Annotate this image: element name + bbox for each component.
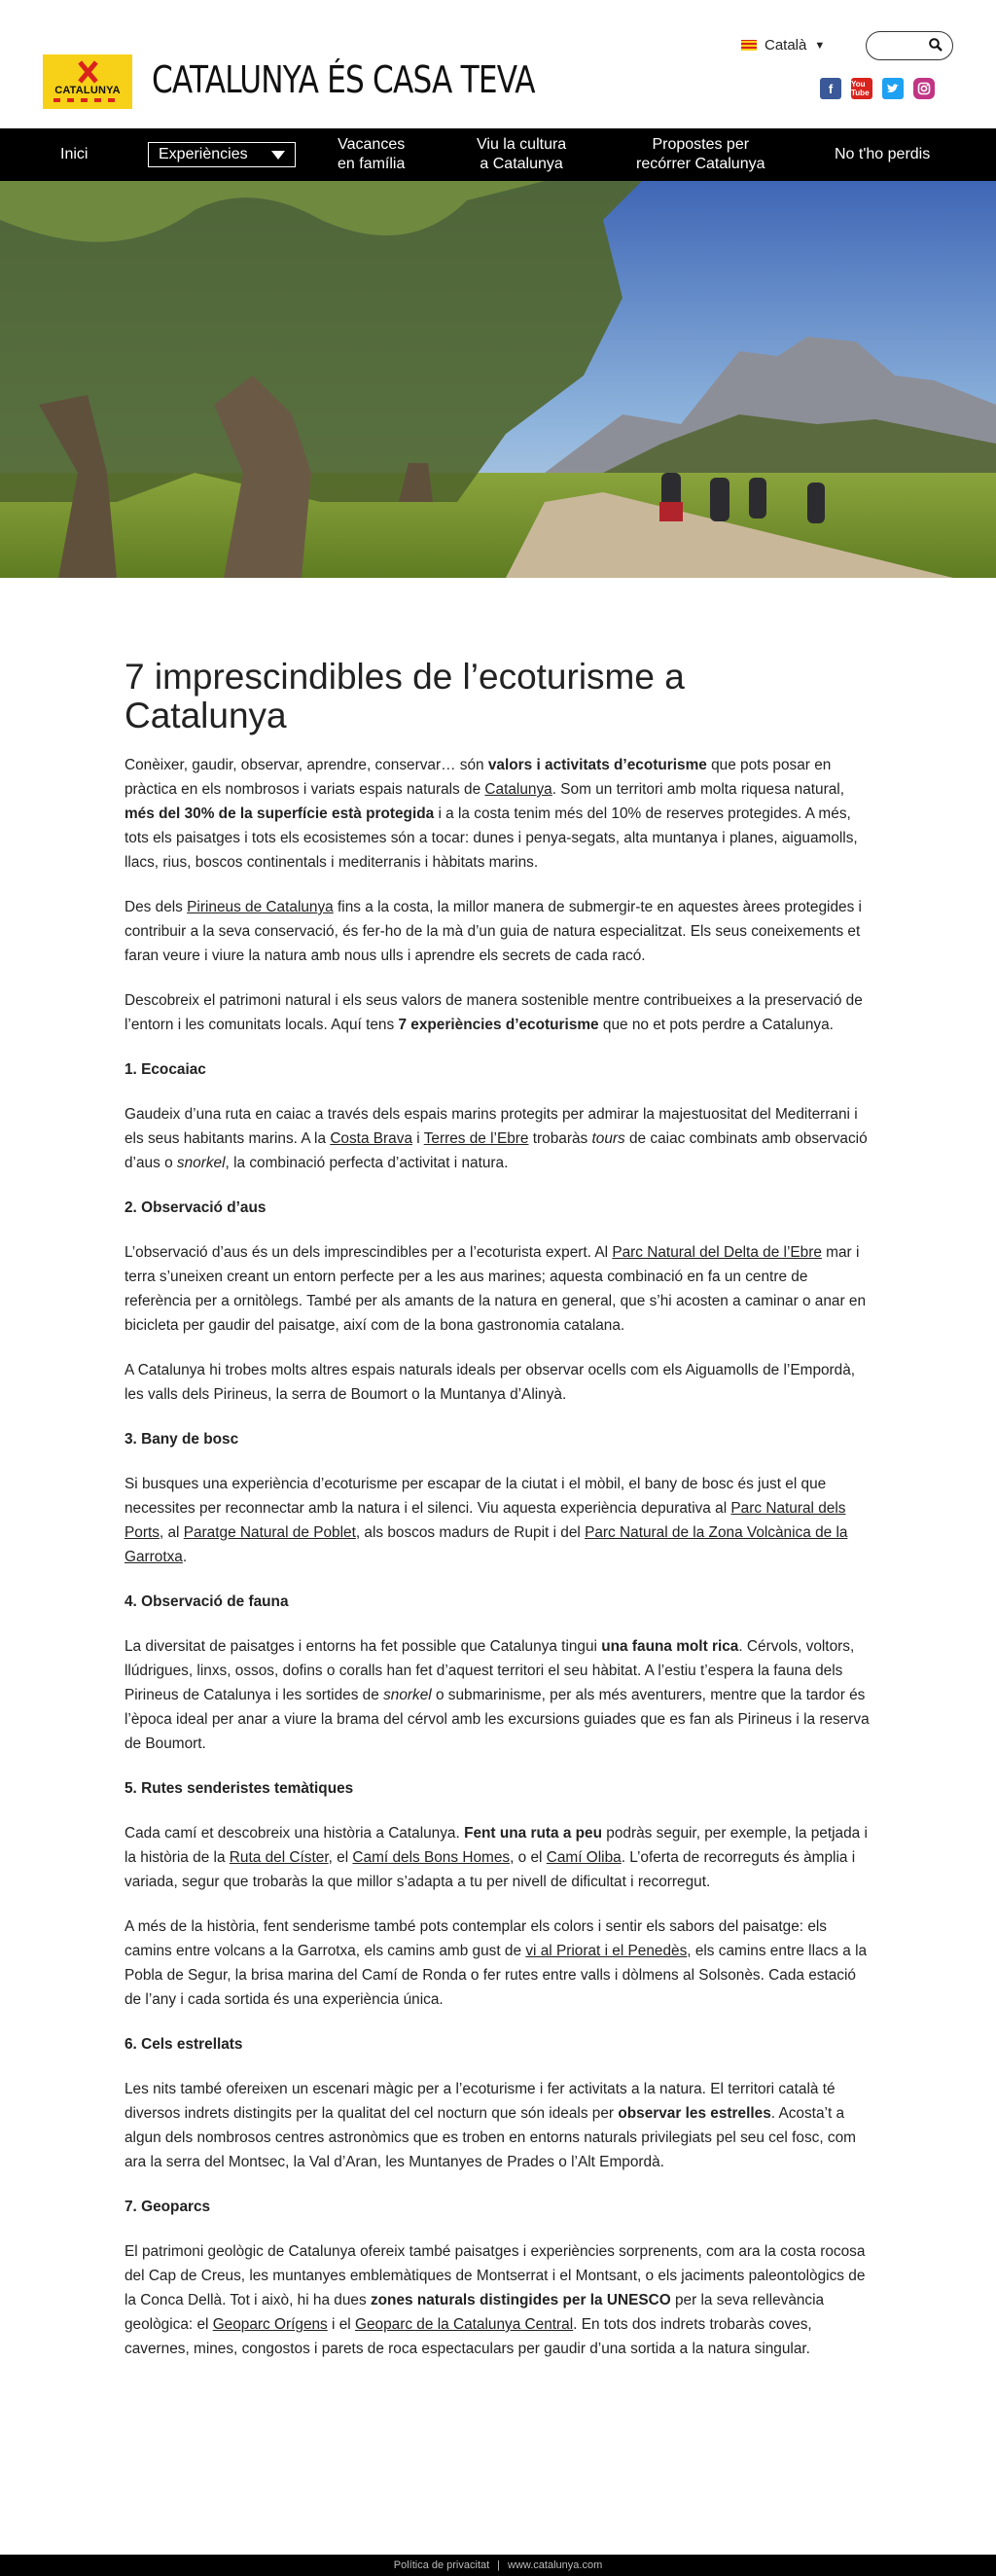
- text-run: , als boscos madurs de Rupit i del: [355, 1524, 586, 1541]
- nav-item-propostes[interactable]: Propostes per recórrer Catalunya: [636, 136, 765, 172]
- instagram-icon[interactable]: [913, 78, 935, 99]
- article-paragraph: [124, 2239, 872, 2361]
- text-run: i el: [327, 2316, 355, 2333]
- text-run: , la combinació perfecta d’activitat i natura.: [225, 1155, 509, 1171]
- site-footer: [0, 2555, 996, 2576]
- text-run: Cada camí et descobreix una història a Catalunya.: [124, 1825, 465, 1842]
- text-run: . Som un territori amb molta riquesa natural,: [551, 781, 844, 798]
- logo-text: CATALUNYA: [54, 85, 121, 96]
- text-run: El patrimoni geològic de Catalunya ofereix també paisatges i experiències sorprenents, com ara la costa rocosa del Cap de Creus, les muntanyes emblemàtiques de Montserrat i el Montsant, o els jaciments paleontològics de la Conca Dellà. Tot i això, hi ha dues: [124, 2243, 866, 2308]
- text-run: de caiac combinats amb observació d’aus o: [124, 1130, 868, 1171]
- text-run: Conèixer, gaudir, observar, aprendre, conservar… són: [124, 757, 488, 773]
- article-paragraph: [124, 1914, 872, 2012]
- italic-text: tours: [591, 1130, 625, 1147]
- section-heading: 2. Observació d’aus: [124, 1199, 267, 1216]
- article: [0, 578, 872, 2361]
- article-paragraph: [124, 1358, 872, 1407]
- article-paragraph: [124, 1240, 872, 1338]
- text-run: .: [182, 1549, 188, 1565]
- italic-text: snorkel: [176, 1155, 226, 1171]
- text-run: , els camins entre llacs a la Pobla de Segur, la brisa marina del Camí de Ronda o fer rutes entre valls i dòlmens al Solsonès. Cada estació de l’any i cada sortida és una experiència única.: [124, 1943, 868, 2008]
- text-run: . En tots dos indrets trobaràs coves, cavernes, mines, congostos i parets de roca espectaculars per gaudir d’una sortida a la natura singular.: [124, 2316, 812, 2357]
- text-run: Les nits també ofereixen un escenari màgic per a l’ecoturisme i fer activitats a la natura. El territori català té diversos indrets distingits per la qualitat del cel nocturn que són ideals per: [124, 2081, 836, 2122]
- catalan-flag-icon: [741, 40, 757, 51]
- logo-x-icon: [71, 61, 104, 83]
- text-run: Descobreix el patrimoni natural i els seus valors de manera sostenible mentre contribueixes a la preservació de l’entorn i les comunitats locals. Aquí tens: [124, 992, 863, 1033]
- search-icon[interactable]: [929, 38, 943, 52]
- bold-text: valors i activitats d’ecoturisme: [487, 757, 707, 773]
- chevron-down-icon: [271, 151, 285, 160]
- logo-stripes: [53, 98, 122, 102]
- text-run: per la seva rellevància geològica: el: [124, 2292, 825, 2333]
- nav-item-experiencies-label: Experiències: [159, 146, 248, 162]
- section-heading: 1. Ecocaiac: [124, 1061, 206, 1078]
- article-link[interactable]: Ruta del Císter: [229, 1849, 329, 1866]
- article-link[interactable]: Geoparc Orígens: [212, 2316, 328, 2333]
- text-run: fins a la costa, la millor manera de submergir-te en aquestes àrees protegides i contribuir a la seva conservació, és fer-ho de la mà d’un guia de natura especialitzat. Els seus coneixements et faran veure i viure la natura amb nous ulls i aprendre els secrets de cada racó.: [124, 899, 862, 964]
- tagline: CATALUNYA ÉS CASA TEVA: [152, 58, 535, 101]
- article-paragraph: [124, 1102, 872, 1175]
- text-run: Des dels: [124, 899, 188, 915]
- section-heading: 7. Geoparcs: [124, 2199, 211, 2215]
- twitter-icon[interactable]: [882, 78, 904, 99]
- bold-text: una fauna molt rica: [601, 1638, 739, 1655]
- text-run: , al: [159, 1524, 184, 1541]
- bold-text: observar les estrelles: [618, 2105, 771, 2122]
- text-run: La diversitat de paisatges i entorns ha fet possible que Catalunya tingui: [124, 1638, 602, 1655]
- article-paragraph: [124, 2077, 872, 2174]
- text-run: , el: [328, 1849, 353, 1866]
- italic-text: snorkel: [383, 1687, 432, 1703]
- text-run: . Cérvols, voltors, llúdrigues, linxs, ossos, dofins o coralls han fet d’aquest territori el seu hàbitat. A l’estiu t’espera la fauna dels Pirineus de Catalunya i les sortides de: [124, 1638, 855, 1703]
- nav-item-experiencies[interactable]: [148, 142, 296, 167]
- article-paragraph: [124, 1821, 872, 1894]
- text-run: que pots posar en pràctica en els nombrosos i variats espais naturals de: [124, 757, 832, 798]
- text-run: A Catalunya hi trobes molts altres espais naturals ideals per observar ocells com els Aiguamolls de l’Empordà, les valls dels Pirineus, la serra de Boumort o la Muntanya d’Alinyà.: [124, 1362, 856, 1403]
- text-run: . L’oferta de recorreguts és àmplia i variada, segur que trobaràs la que millor s’adapta a tu per nivell de dificultat i recorregut.: [124, 1849, 856, 1890]
- section-heading: 5. Rutes senderistes temàtiques: [124, 1780, 354, 1797]
- text-run: que no et pots perdre a Catalunya.: [598, 1017, 834, 1033]
- article-paragraph: [124, 988, 872, 1037]
- article-link[interactable]: Parc Natural del Delta de l’Ebre: [612, 1244, 822, 1261]
- text-run: Si busques una experiència d’ecoturisme per escapar de la ciutat i el mòbil, el bany de bosc és just el que necessites per reconnectar amb la natura i el silenci. Viu aquesta experiència depurativa al: [124, 1476, 827, 1517]
- section-heading: 4. Observació de fauna: [124, 1593, 289, 1610]
- article-link[interactable]: Parc Natural dels Ports: [124, 1500, 846, 1541]
- article-paragraph: [124, 1634, 872, 1756]
- section-heading: 3. Bany de bosc: [124, 1431, 239, 1448]
- search-input[interactable]: [866, 31, 953, 60]
- olive-grove-landscape-image: [0, 181, 996, 578]
- article-link[interactable]: Costa Brava: [330, 1130, 412, 1147]
- social-links: [820, 78, 935, 99]
- article-link[interactable]: vi al Priorat i el Penedès: [525, 1943, 688, 1959]
- text-run: podràs seguir, per exemple, la petjada i la història de la: [124, 1825, 868, 1866]
- nav-item-vacances[interactable]: Vacances en família: [338, 136, 406, 172]
- site-header: [0, 0, 996, 128]
- text-run: Gaudeix d’una ruta en caiac a través dels espais marins protegits per admirar la majestuositat del Mediterrani i els seus habitants marins. A la: [124, 1106, 858, 1147]
- text-run: mar i terra s’uneixen creant un entorn perfecte per a les aus marines; aquesta combinació en fa un centre de referència per a ornitòlegs. També per als amants de la natura en general, que s’hi acosten a caminar o anar en bicicleta per gaudir del paisatge, així com de la bona gastronomia catalana.: [124, 1244, 867, 1334]
- text-run: o submarinisme, per als més aventurers, mentre que la tardor és l’època ideal per anar a viure la brama del cérvol amb les excursions guiades que es fan als Pirineus i la reserva de Boumort.: [124, 1687, 870, 1752]
- article-link[interactable]: Camí dels Bons Homes: [352, 1849, 511, 1866]
- article-link[interactable]: Pirineus de Catalunya: [187, 899, 334, 915]
- bold-text: zones naturals distingides per la UNESCO: [370, 2292, 671, 2308]
- article-link[interactable]: Camí Oliba: [546, 1849, 622, 1866]
- text-run: A més de la història, fent senderisme també pots contemplar els colors i sentir els sabors del paisatge: els camins entre volcans a la Garrotxa, els camins amb gust de: [124, 1918, 827, 1959]
- bold-text: Fent una ruta a peu: [464, 1825, 603, 1842]
- text-run: . Acosta’t a algun dels nombrosos centres astronòmics que es troben en entorns naturals privilegiats pel seu cel fosc, com ara la serra del Montsec, la Val d’Aran, les Muntanyes de Prades o l’Alt Empordà.: [124, 2105, 856, 2170]
- text-run: , o el: [510, 1849, 547, 1866]
- footer-separator: |: [497, 2559, 501, 2571]
- article-paragraph: [124, 753, 872, 875]
- article-link[interactable]: Paratge Natural de Poblet: [183, 1524, 356, 1541]
- chevron-down-icon: ▼: [814, 39, 826, 52]
- article-title: 7 imprescindibles de l’ecoturisme a Catalunya: [124, 657, 685, 735]
- article-link[interactable]: Catalunya: [484, 781, 552, 798]
- text-run: i a la costa tenim més del 10% de reserves protegides. A més, tots els paisatges i tots els ecosistemes són a tocar: dunes i penya-segats, alta muntanya i planes, aiguamolls, llacs, rius, boscos continentals i mediterranis i hàbitats marins.: [124, 805, 858, 871]
- site-link[interactable]: www.catalunya.com: [508, 2559, 603, 2571]
- section-heading: 6. Cels estrellats: [124, 2036, 243, 2053]
- catalunya-logo[interactable]: [43, 54, 132, 109]
- article-link[interactable]: Terres de l’Ebre: [423, 1130, 529, 1147]
- language-label: Català: [765, 37, 807, 54]
- hero-image: [0, 181, 996, 578]
- main-nav: [0, 128, 996, 181]
- language-selector[interactable]: [741, 37, 825, 54]
- article-body: [124, 753, 872, 2361]
- text-run: i: [412, 1130, 424, 1147]
- bold-text: 7 experiències d’ecoturisme: [398, 1017, 599, 1033]
- text-run: L’observació d’aus és un dels imprescindibles per a l’ecoturista expert. Al: [124, 1244, 613, 1261]
- article-link[interactable]: Parc Natural de la Zona Volcànica de la Garrotxa: [124, 1524, 848, 1565]
- privacy-link[interactable]: Política de privacitat: [393, 2559, 490, 2571]
- article-link[interactable]: Geoparc de la Catalunya Central: [355, 2316, 574, 2333]
- text-run: trobaràs: [528, 1130, 592, 1147]
- article-paragraph: [124, 895, 872, 968]
- nav-item-no-tho-perdis[interactable]: No t'ho perdis: [835, 146, 931, 162]
- nav-item-inici[interactable]: Inici: [60, 146, 89, 162]
- bold-text: més del 30% de la superfície està protegida: [124, 805, 435, 822]
- youtube-icon[interactable]: You Tube: [851, 78, 872, 99]
- article-paragraph: [124, 1472, 872, 1569]
- facebook-icon[interactable]: f: [820, 78, 841, 99]
- nav-item-cultura[interactable]: Viu la cultura a Catalunya: [477, 136, 567, 172]
